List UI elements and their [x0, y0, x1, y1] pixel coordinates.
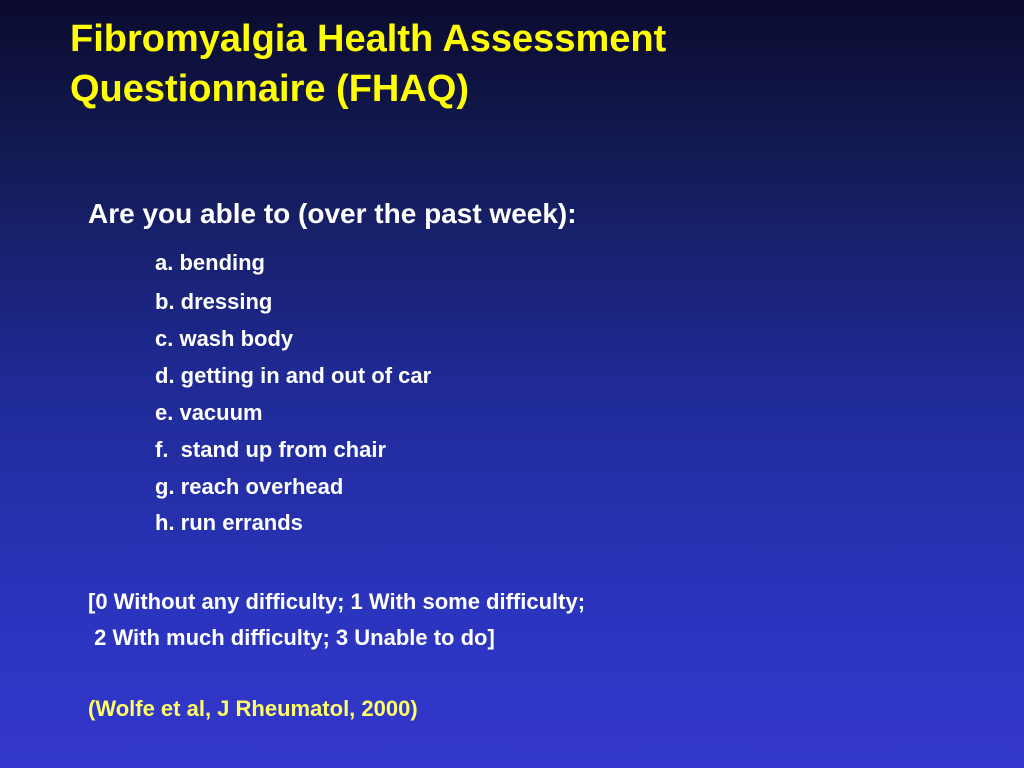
slide-title-line-2: Questionnaire (FHAQ) — [70, 68, 470, 110]
slide-title-line-1: Fibromyalgia Health Assessment — [70, 18, 667, 60]
activity-item-h: h. run errands — [155, 510, 303, 535]
scoring-scale — [88, 584, 585, 656]
activity-item-e: e. vacuum — [155, 400, 263, 425]
activity-item-g: g. reach overhead — [155, 474, 344, 499]
scoring-scale-line-1: [0 Without any difficulty; 1 With some difficulty; — [88, 589, 586, 614]
activity-item-b: b. dressing — [155, 289, 273, 314]
activity-item-c: c. wash body — [155, 326, 294, 351]
slide-title — [70, 14, 970, 114]
scoring-scale-line-2: 2 With much difficulty; 3 Unable to do] — [88, 625, 495, 650]
question-prompt: Are you able to (over the past week): — [88, 198, 577, 229]
activity-item-a: a. bending — [155, 250, 265, 275]
activity-item-f: f. stand up from chair — [155, 437, 387, 462]
citation: (Wolfe et al, J Rheumatol, 2000) — [88, 696, 418, 721]
activity-item-d: d. getting in and out of car — [155, 363, 432, 388]
